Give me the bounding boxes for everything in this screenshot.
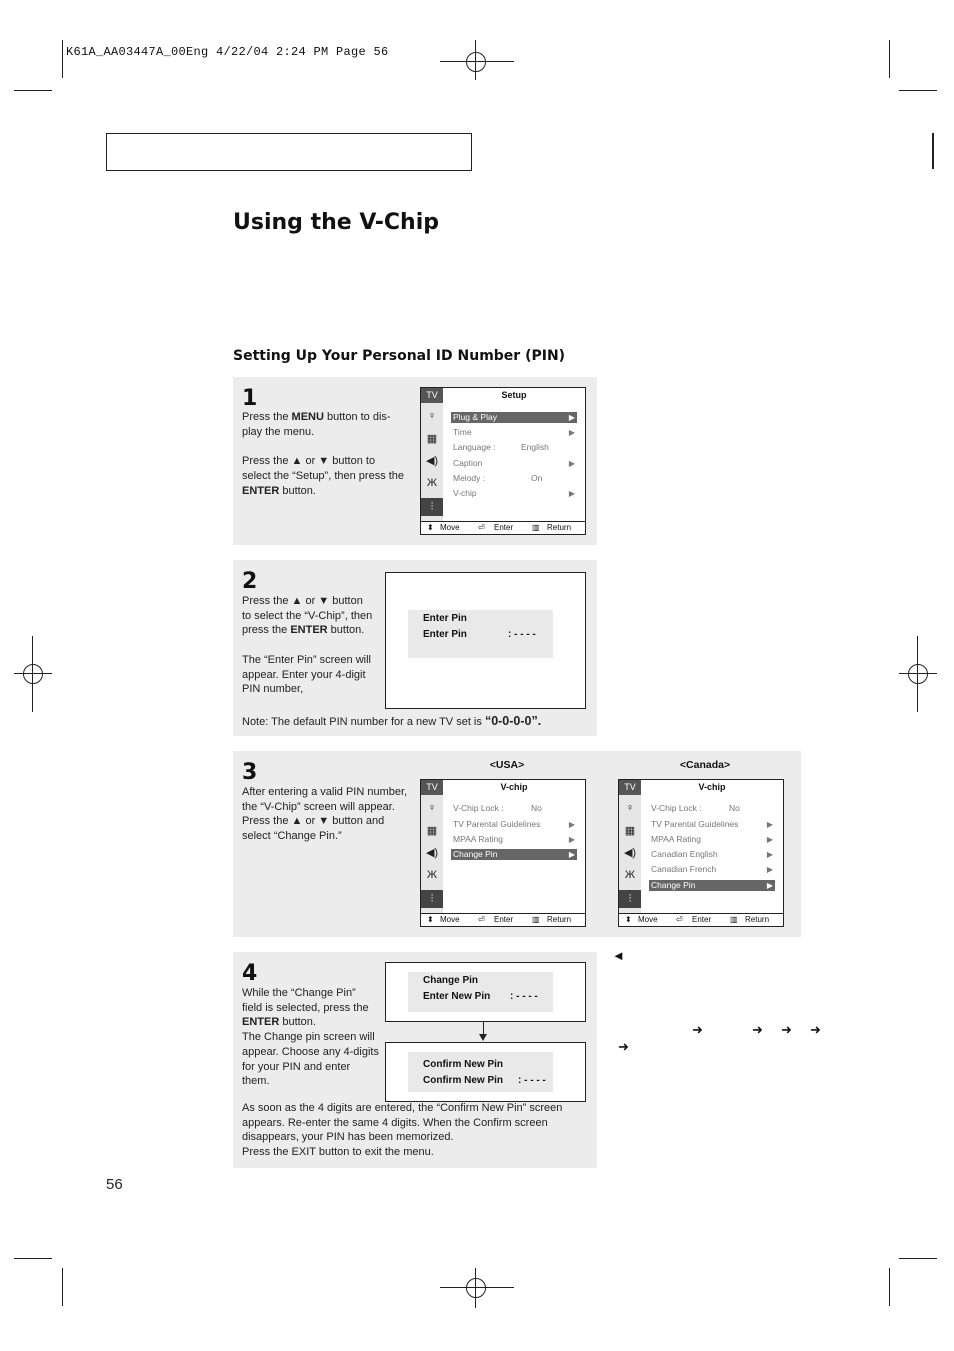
change-pin-field[interactable] <box>408 972 553 1012</box>
return-icon: ▥ <box>532 915 540 924</box>
menu-item-v-chip-lock[interactable]: V-Chip Lock : No <box>651 803 740 813</box>
menu-item-canadian-english[interactable]: Canadian English ▶ <box>651 849 773 859</box>
tv-tag: TV <box>619 780 641 795</box>
registration-line <box>440 61 514 62</box>
tv-tag: TV <box>421 780 443 795</box>
crop-mark <box>62 1268 63 1306</box>
crop-mark <box>889 40 890 78</box>
speaker-icon: ◀) <box>425 455 439 467</box>
menu-item-change-pin[interactable]: Change Pin ▶ <box>453 849 575 859</box>
flow-down-arrowhead <box>479 1034 487 1041</box>
enter-icon: ⏎ <box>478 915 485 924</box>
registration-mark <box>466 1278 486 1298</box>
registration-line <box>899 673 937 674</box>
step-number: 4 <box>242 961 258 986</box>
left-pointer-icon: ◄ <box>612 948 625 963</box>
menu-item-melody[interactable]: Melody : On <box>453 473 543 483</box>
registration-line <box>32 636 33 712</box>
enter-icon: ⏎ <box>478 523 485 532</box>
canada-label: <Canada> <box>679 759 731 771</box>
menu-footer: ⬍ Move ⏎ Enter ▥ Return <box>421 521 585 534</box>
print-slug: K61A_AA03447A_00Eng 4/22/04 2:24 PM Page 56 <box>66 45 389 59</box>
crop-mark <box>62 40 63 78</box>
move-icon: ⬍ <box>427 523 434 532</box>
change-pin-value: : - - - - <box>510 991 538 1002</box>
default-pin-note: Note: The default PIN number for a new TV set is “0-0-0-0”. <box>242 714 542 728</box>
pin-value: : - - - - <box>508 629 536 640</box>
confirm-pin-title: Confirm New Pin <box>423 1059 504 1070</box>
arrow-right-icon: ➜ <box>810 1022 821 1037</box>
picture-icon: ♀ <box>625 802 635 814</box>
pin-label: Enter Pin <box>423 629 467 640</box>
menu-title: Setup <box>501 390 527 400</box>
step-4-bottom-text: As soon as the 4 digits are entered, the “Confirm New Pin” screen appears. Re-enter the same 4 digits. When the Confirm screen disappears, your PIN has been memorized. Press the EXIT button to exit the menu. <box>242 1102 563 1159</box>
crop-mark <box>14 90 52 91</box>
crop-mark <box>14 1258 52 1259</box>
registration-line <box>475 1268 476 1308</box>
setup-icon: ⫶ <box>619 890 641 908</box>
step-4-text: While the “Change Pin” field is selected, press the ENTER button. The Change pin screen will appear. Choose any 4-digits for your PIN and enter them. <box>242 987 379 1088</box>
speaker-icon: ◀) <box>425 847 439 859</box>
page-number: 56 <box>106 1176 123 1193</box>
setup-icon: ⫶ <box>421 890 443 908</box>
menu-item-mpaa-rating[interactable]: MPAA Rating ▶ <box>453 834 575 844</box>
picture-icon: ♀ <box>427 802 437 814</box>
crop-mark <box>899 1258 937 1259</box>
crop-mark <box>889 1268 890 1306</box>
registration-line <box>475 40 476 80</box>
registration-mark <box>23 664 43 684</box>
return-icon: ▥ <box>730 915 738 924</box>
step-1-text: Press the MENU button to dis- play the menu. Press the ▲ or ▼ button to select the “Setup”, then press the ENTER button. <box>242 411 405 497</box>
menu-item-tv-parental-guidelines[interactable]: TV Parental Guidelines ▶ <box>453 819 575 829</box>
confirm-pin-screen <box>385 1042 586 1102</box>
registration-mark <box>466 52 486 72</box>
menu-item-time[interactable]: Time ▶ <box>453 427 575 437</box>
menu-item-caption[interactable]: Caption ▶ <box>453 458 575 468</box>
move-icon: ⬍ <box>427 915 434 924</box>
page-title: Using the V-Chip <box>233 210 439 235</box>
menu-title: V-chip <box>500 782 528 792</box>
picture-icon: ♀ <box>427 410 437 422</box>
step-number: 3 <box>242 760 258 785</box>
setup-menu-screen <box>420 387 586 535</box>
section-subtitle: Setting Up Your Personal ID Number (PIN) <box>233 348 566 364</box>
antenna-icon: Ж <box>426 477 438 489</box>
antenna-icon: Ж <box>426 869 438 881</box>
film-icon: ▦ <box>426 825 438 837</box>
menu-item-tv-parental-guidelines[interactable]: TV Parental Guidelines ▶ <box>651 819 773 829</box>
menu-item-v-chip-lock[interactable]: V-Chip Lock : No <box>453 803 542 813</box>
registration-line <box>14 673 52 674</box>
canada-vchip-menu-screen <box>618 779 784 927</box>
setup-icon: ⫶ <box>421 498 443 516</box>
tv-tag: TV <box>421 388 443 403</box>
step-number: 2 <box>242 569 258 594</box>
confirm-pin-label: Confirm New Pin <box>423 1075 504 1086</box>
step-3-text: After entering a valid PIN number, the “V-Chip” screen will appear. Press the ▲ or ▼ button and select “Change Pin.” <box>242 786 408 843</box>
registration-mark <box>908 664 928 684</box>
film-icon: ▦ <box>426 433 438 445</box>
change-pin-screen <box>385 962 586 1022</box>
menu-item-language[interactable]: Language : English <box>453 442 549 452</box>
menu-item-canadian-french[interactable]: Canadian French ▶ <box>651 864 773 874</box>
crop-mark <box>932 133 934 169</box>
section-header-box <box>106 133 472 171</box>
usa-label: <USA> <box>489 759 525 771</box>
usa-vchip-menu-screen <box>420 779 586 927</box>
arrow-right-icon: ➜ <box>752 1022 763 1037</box>
registration-line <box>440 1287 514 1288</box>
film-icon: ▦ <box>624 825 636 837</box>
menu-item-mpaa-rating[interactable]: MPAA Rating ▶ <box>651 834 773 844</box>
menu-footer: ⬍ Move ⏎ Enter ▥ Return <box>619 913 783 926</box>
confirm-pin-value: : - - - - <box>518 1075 546 1086</box>
step-2-text: Press the ▲ or ▼ button to select the “V-Chip”, then press the ENTER button. The “Enter Pin” screen will appear. Enter your 4-digit PIN number, <box>242 595 373 696</box>
menu-item-v-chip[interactable]: V-chip ▶ <box>453 488 575 498</box>
change-pin-label: Enter New Pin <box>423 991 491 1002</box>
enter-pin-field[interactable] <box>408 610 553 658</box>
arrow-right-icon: ➜ <box>692 1022 703 1037</box>
enter-pin-screen <box>385 572 586 709</box>
arrow-right-icon: ➜ <box>781 1022 792 1037</box>
speaker-icon: ◀) <box>623 847 637 859</box>
antenna-icon: Ж <box>624 869 636 881</box>
confirm-pin-field[interactable] <box>408 1052 553 1092</box>
pin-screen-title: Enter Pin <box>423 613 467 624</box>
return-icon: ▥ <box>532 523 540 532</box>
menu-item-plug-play[interactable]: Plug & Play ▶ <box>453 412 575 422</box>
change-pin-title: Change Pin <box>423 975 479 986</box>
move-icon: ⬍ <box>625 915 632 924</box>
menu-title: V-chip <box>698 782 726 792</box>
menu-item-change-pin[interactable]: Change Pin ▶ <box>651 880 773 890</box>
arrow-right-icon: ➜ <box>618 1039 629 1054</box>
step-number: 1 <box>242 386 258 411</box>
menu-footer: ⬍ Move ⏎ Enter ▥ Return <box>421 913 585 926</box>
enter-icon: ⏎ <box>676 915 683 924</box>
crop-mark <box>899 90 937 91</box>
registration-line <box>917 636 918 712</box>
